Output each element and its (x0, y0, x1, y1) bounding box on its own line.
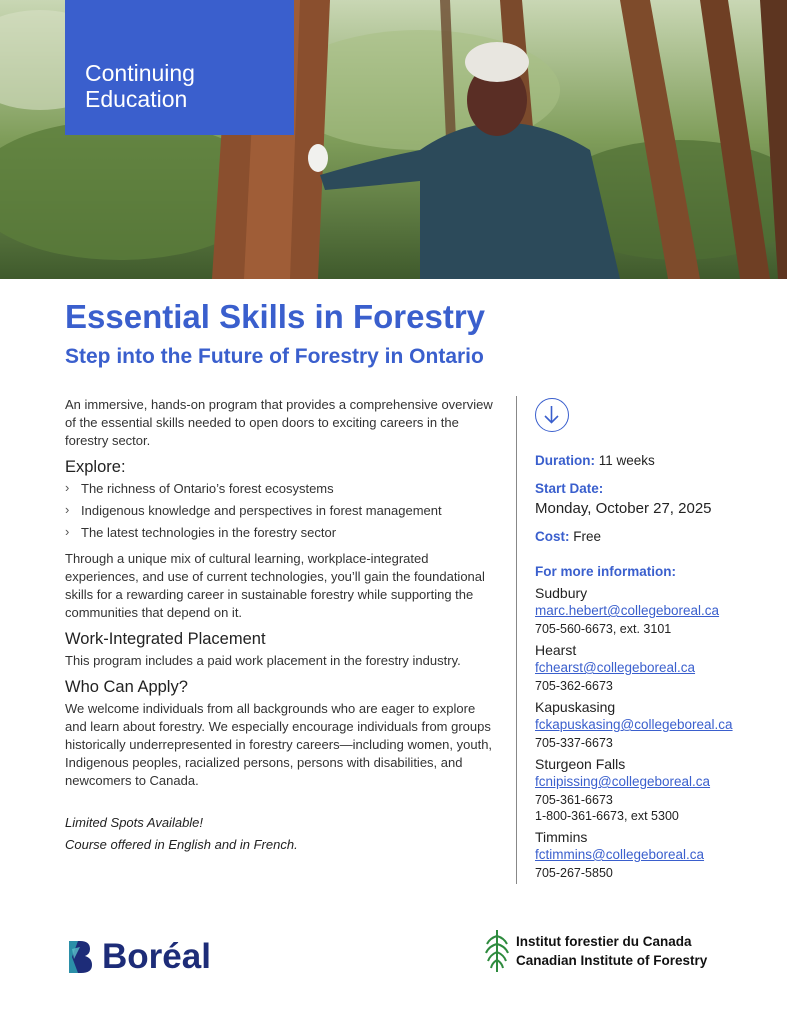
badge-line-1: Continuing (85, 60, 195, 86)
limited-spots-note: Limited Spots Available! (65, 815, 204, 830)
cif-names (516, 932, 707, 970)
column-divider (516, 396, 517, 884)
boreal-b-icon (66, 939, 94, 975)
campus-timmins (535, 829, 775, 882)
campus-name: Hearst (535, 642, 577, 658)
explore-list (65, 480, 495, 542)
email-link[interactable]: fchearst@collegeboreal.ca (535, 660, 696, 675)
email-link[interactable]: fckapuskasing@collegeboreal.ca (535, 717, 733, 732)
campus-hearst (535, 642, 775, 695)
apply-heading: Who Can Apply? (65, 678, 188, 696)
boreal-wordmark: Boréal (102, 937, 211, 976)
language-note: Course offered in English and in French. (65, 837, 298, 852)
phone-number: 705-267-5850 (535, 866, 613, 880)
hero-image (0, 0, 787, 279)
list-item: › The latest technologies in the forestry sector (65, 524, 495, 542)
continuing-education-badge (65, 0, 294, 135)
list-item: › Indigenous knowledge and perspectives in forest management (65, 502, 495, 520)
start-date-row (535, 480, 775, 518)
phone-number: 705-560-6673, ext. 3101 (535, 622, 672, 636)
email-link[interactable]: fcnipissing@collegeboreal.ca (535, 774, 711, 789)
phone-number: 705-337-6673 (535, 736, 613, 750)
campus-sudbury (535, 585, 775, 638)
duration-label: Duration: (535, 453, 595, 468)
cost-row (535, 528, 775, 546)
campus-kapuskasing (535, 699, 775, 752)
email-link[interactable]: fctimmins@collegeboreal.ca (535, 847, 705, 862)
page-subtitle: Step into the Future of Forestry in Ontario (65, 345, 484, 368)
tree-icon (484, 928, 510, 974)
campus-name: Sturgeon Falls (535, 756, 626, 772)
program-description (65, 396, 495, 856)
campus-name: Kapuskasing (535, 699, 616, 715)
cif-name-fr: Institut forestier du Canada (516, 934, 692, 949)
more-info-heading: For more information: (535, 564, 676, 579)
duration-value: 11 weeks (598, 453, 655, 468)
program-details (535, 398, 775, 884)
explore-heading: Explore: (65, 458, 126, 476)
body-text: Through a unique mix of cultural learning, workplace-integrated experiences, and use of current technologies, you’ll gain the foundational skills for a rewarding career in sustainable forestry while supporting the communities that depend on it. (65, 551, 485, 620)
cost-value: Free (573, 529, 602, 544)
toll-free-number: 1-800-361-6673, ext 5300 (535, 809, 679, 823)
campus-name: Timmins (535, 829, 588, 845)
start-date-value: Monday, October 27, 2025 (535, 500, 712, 517)
phone-number: 705-361-6673 (535, 793, 613, 807)
start-date-label: Start Date: (535, 481, 604, 496)
placement-heading: Work-Integrated Placement (65, 630, 266, 648)
badge-line-2: Education (85, 86, 188, 112)
arrow-down-circle-icon[interactable] (535, 398, 569, 432)
phone-number: 705-362-6673 (535, 679, 613, 693)
apply-text: We welcome individuals from all backgrounds who are eager to explore and learn about forestry. We especially encourage individuals from groups historically underrepresented in forestry careers—including women, youth, Indigenous peoples, racialized persons, persons with disabilities, and newcomers to Canada. (65, 701, 493, 788)
cost-label: Cost: (535, 529, 570, 544)
arrow-down-icon (536, 399, 567, 430)
campus-sturgeon-falls (535, 756, 775, 825)
duration-row (535, 452, 775, 470)
list-item: › The richness of Ontario’s forest ecosystems (65, 480, 495, 498)
boreal-logo (66, 937, 211, 977)
cif-logo (484, 928, 707, 974)
page-title: Essential Skills in Forestry (65, 298, 486, 335)
intro-text: An immersive, hands-on program that provides a comprehensive overview of the essential skills needed to open doors to exciting careers in the forestry sector. (65, 397, 493, 448)
placement-text: This program includes a paid work placement in the forestry industry. (65, 653, 461, 668)
email-link[interactable]: marc.hebert@collegeboreal.ca (535, 603, 720, 618)
campus-name: Sudbury (535, 585, 588, 601)
cif-name-en: Canadian Institute of Forestry (516, 953, 708, 968)
notes (65, 812, 495, 856)
